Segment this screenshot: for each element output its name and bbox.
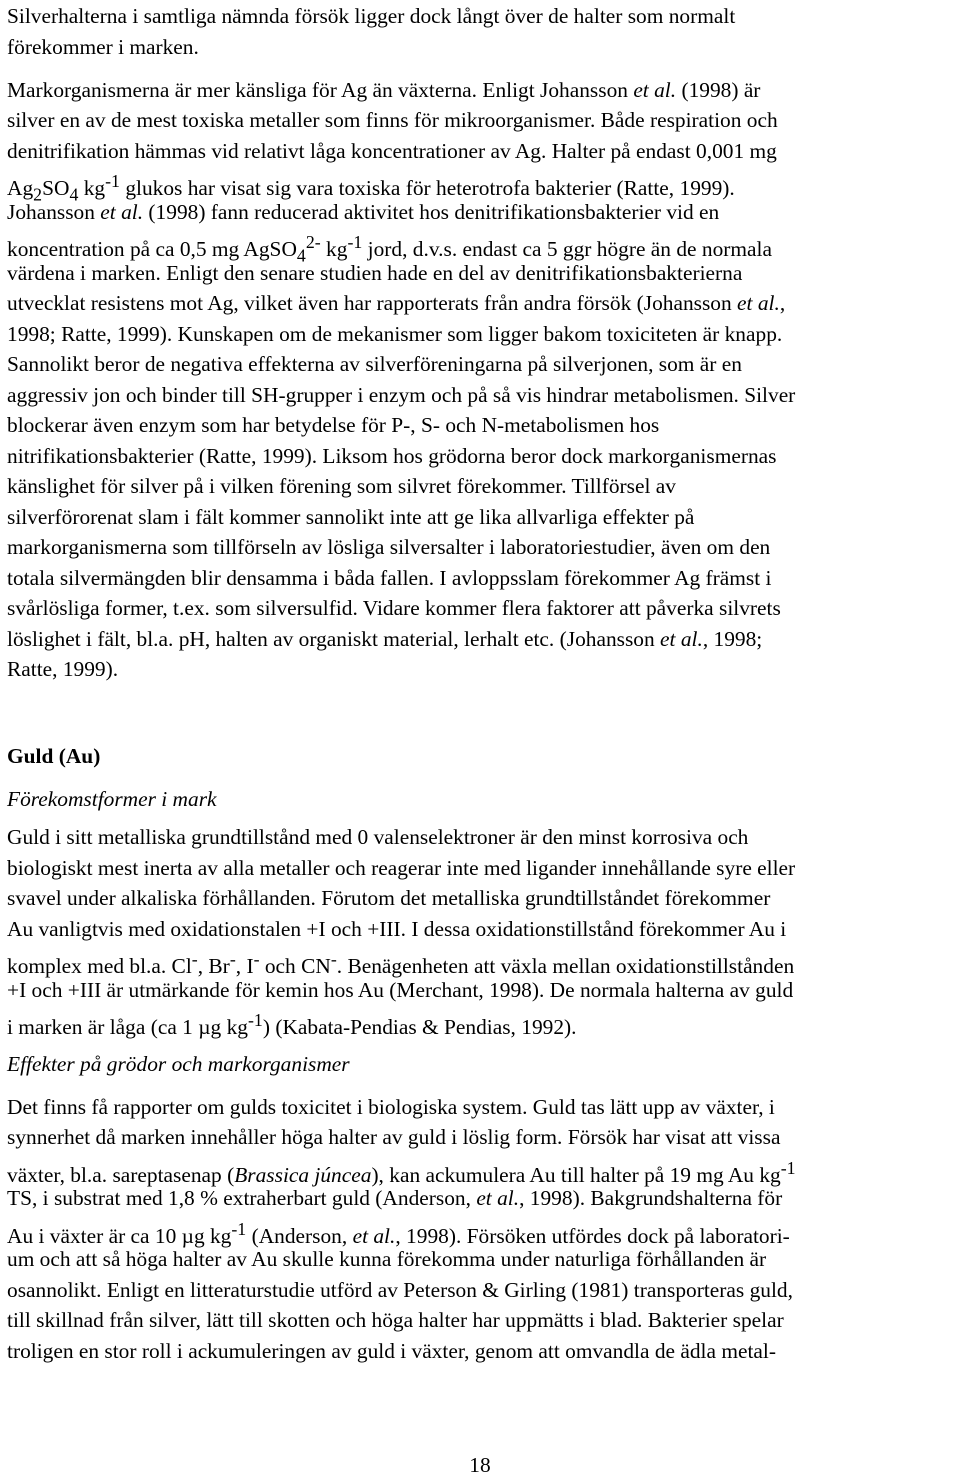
text-line: silverförorenat slam i fält kommer sannolikt inte att ge lika allvarliga effekter på (7, 505, 695, 529)
text-line: markorganismerna som tillförseln av lösliga silversalter i laboratoriestudier, även om den (7, 535, 771, 559)
text-line: Ratte, 1999). (7, 657, 119, 681)
text-line: känslighet för silver på i vilken förening som silvret förekommer. Tillförsel av (7, 474, 676, 498)
text-line: 1998; Ratte, 1999). Kunskapen om de mekanismer som ligger bakom toxiciteten är knapp. (7, 322, 783, 346)
text-line: till skillnad från silver, lätt till skotten och höga halter har uppmätts i blad. Bakterier spelar (7, 1308, 784, 1332)
text-line: koncentration på ca 0,5 mg AgSO$_4^{2-}$ $kg^{-1}$ jord, d.v.s. endast ca 5 ggr högre än de normala (7, 232, 772, 266)
text-line: svavel under alkaliska förhållanden. Förutom det metalliska grundtillståndet förekommer (7, 886, 771, 910)
text-line: troligen en stor roll i ackumuleringen av guld i växter, genom att omvandla de ädla metal- (7, 1339, 776, 1363)
page-number: 18 (469, 1453, 491, 1477)
text-line: svårlösliga former, t.ex. som silversulfid. Vidare kommer flera faktorer att påverka silvrets (7, 596, 781, 620)
text-line: totala silvermängden blir densamma i båda fallen. I avloppsslam förekommer Ag främst i (7, 566, 772, 590)
text-line: +I och +III är utmärkande för kemin hos Au (Merchant, 1998). De normala halterna av guld (7, 978, 794, 1002)
subsection-heading: Förekomstformer i mark (7, 787, 217, 811)
text-line: Sannolikt beror de negativa effekterna av silverföreningarna på silverjonen, som är en (7, 352, 742, 376)
text-line: förekommer i marken. (7, 35, 199, 59)
text-line: um och att så höga halter av Au skulle kunna förekomma under naturliga förhållanden är (7, 1247, 767, 1271)
subsection-heading: Effekter på grödor och markorganismer (7, 1052, 350, 1076)
text-line: Guld i sitt metalliska grundtillstånd med 0 valenselektroner är den minst korrosiva och (7, 825, 749, 849)
text-line: växter, bl.a. sareptasenap (Brassica júncea), kan ackumulera Au till halter på 19 mg Au $kg^{-1}$ (7, 1158, 796, 1188)
text-line: osannolikt. Enligt en litteraturstudie utförd av Peterson & Girling (1981) transporteras guld, (7, 1278, 793, 1302)
text-line: nitrifikationsbakterier (Ratte, 1999). Liksom hos grödorna beror dock markorganismernas (7, 444, 777, 468)
text-line: värdena i marken. Enligt den senare studien hade en del av denitrifikationsbakterierna (7, 261, 743, 285)
text-line: synnerhet då marken innehåller höga halter av guld i löslig form. Försök har visat att vissa (7, 1125, 781, 1149)
text-line: Markorganismerna är mer känsliga för Ag än växterna. Enligt Johansson et al. (1998) är (7, 78, 761, 102)
text-line: aggressiv jon och binder till SH-grupper i enzym och på så vis hindrar metabolismen. Silver (7, 383, 796, 407)
text-line: Silverhalterna i samtliga nämnda försök ligger dock långt över de halter som normalt (7, 4, 736, 28)
text-line: blockerar även enzym som har betydelse för P-, S- och N-metabolismen hos (7, 413, 660, 437)
text-line: löslighet i fält, bl.a. pH, halten av organiskt material, lerhalt etc. (Johansson et al., 1998; (7, 627, 763, 651)
text-line: denitrifikation hämmas vid relativt låga koncentrationer av Ag. Halter på endast 0,001 mg (7, 139, 777, 163)
text-line: komplex med bl.a. Cl-, Br-, I- och CN-. Benägenheten att växla mellan oxidationstillstånden (7, 949, 795, 979)
text-line: utvecklat resistens mot Ag, vilket även har rapporterats från andra försök (Johansson et al., (7, 291, 786, 315)
section-heading: Guld (Au) (7, 744, 101, 768)
text-line: Det finns få rapporter om gulds toxicitet i biologiska system. Guld tas lätt upp av växter, i (7, 1095, 775, 1119)
text-line: TS, i substrat med 1,8 % extraherbart guld (Anderson, et al., 1998). Bakgrundshalterna för (7, 1186, 783, 1210)
text-line: silver en av de mest toxiska metaller som finns för mikroorganismer. Både respiration och (7, 108, 778, 132)
text-line: $Ag_2SO_4$ $kg^{-1}$ glukos har visat sig vara toxiska för heterotrofa bakterier (Ratte, 1999). (7, 171, 735, 205)
text-line: Au i växter är ca 10 µg $kg^{-1}$ (Anderson, et al., 1998). Försöken utfördes dock på laboratori- (7, 1219, 790, 1249)
text-line: biologiskt mest inerta av alla metaller och reagerar inte med ligander innehållande syre eller (7, 856, 796, 880)
text-line: Johansson et al. (1998) fann reducerad aktivitet hos denitrifikationsbakterier vid en (7, 200, 720, 224)
text-line: Au vanligtvis med oxidationstalen +I och +III. I dessa oxidationstillstånd förekommer Au i (7, 917, 787, 941)
text-line: i marken är låga (ca 1 µg $kg^{-1}$) (Kabata-Pendias & Pendias, 1992). (7, 1010, 577, 1040)
